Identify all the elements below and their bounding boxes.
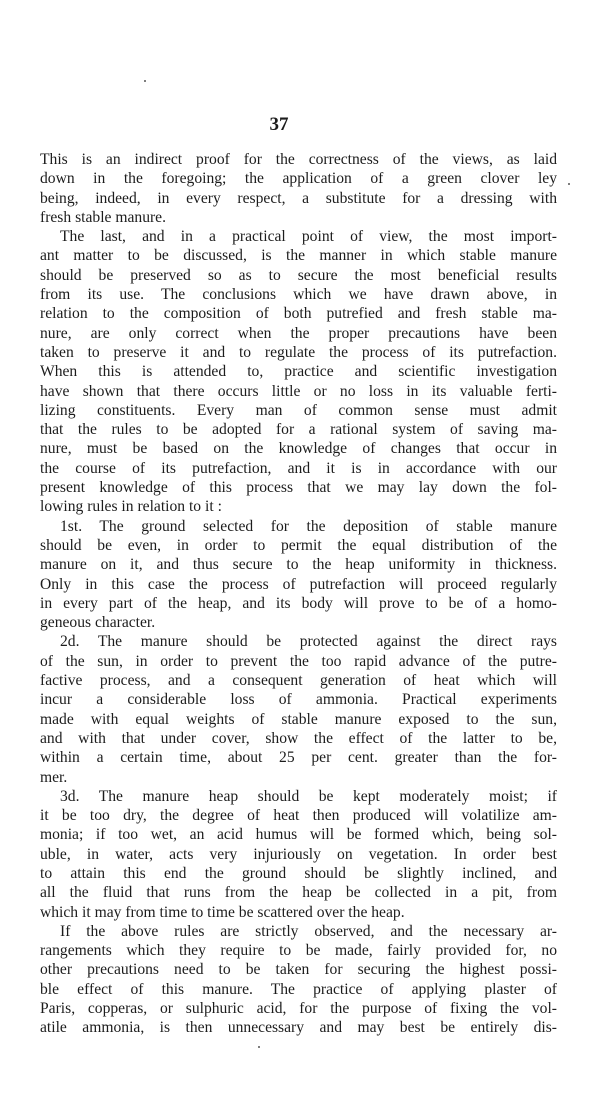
body-text bbox=[40, 150, 557, 1038]
page-number-text: 37 bbox=[269, 114, 289, 135]
text-line: being, indeed, in every respect, a substitute for a dressing with bbox=[40, 189, 557, 207]
text-line: factive process, and a consequent generation of heat which will bbox=[40, 672, 557, 690]
text-line: in every part of the heap, and its body will prove to be of a homo- bbox=[40, 594, 557, 612]
text-line: ble effect of this manure. The practice of applying plaster of bbox=[40, 980, 557, 998]
text-line: within a certain time, about 25 per cent. greater than the for- bbox=[40, 749, 557, 767]
text-line: and with that under cover, show the effect of the latter to be, bbox=[40, 729, 557, 747]
text-line: 1st. The ground selected for the deposition of stable manure bbox=[60, 517, 557, 535]
text-line: the course of its putrefaction, and it is in accordance with our bbox=[40, 459, 557, 477]
text-line: that the rules to be adopted for a rational system of saving ma- bbox=[40, 421, 557, 439]
text-line: relation to the composition of both putrefied and fresh stable ma- bbox=[40, 305, 557, 323]
text-line: taken to preserve it and to regulate the process of its putrefaction. bbox=[40, 343, 557, 361]
text-line: monia; if too wet, an acid humus will be formed which, being sol- bbox=[40, 826, 557, 844]
text-line: it be too dry, the degree of heat then produced will volatilize am- bbox=[40, 807, 557, 825]
text-line: 2d. The manure should be protected against the direct rays bbox=[60, 633, 557, 651]
text-line: 3d. The manure heap should be kept moderately moist; if bbox=[60, 787, 557, 805]
text-line: should be preserved so as to secure the most beneficial results bbox=[40, 266, 557, 284]
text-line: have shown that there occurs little or no loss in its valuable ferti- bbox=[40, 382, 557, 400]
text-line: Only in this case the process of putrefaction will proceed regularly bbox=[40, 575, 557, 593]
scan-speck bbox=[568, 183, 570, 185]
page-number bbox=[0, 114, 600, 136]
text-line: down in the foregoing; the application of a green clover ley bbox=[40, 170, 557, 188]
text-line: of the sun, in order to prevent the too rapid advance of the putre- bbox=[40, 652, 557, 670]
text-line: present knowledge of this process that we may lay down the fol- bbox=[40, 479, 557, 497]
text-line: manure on it, and thus secure to the heap uniformity in thickness. bbox=[40, 556, 557, 574]
text-line: atile ammonia, is then unnecessary and may best be entirely dis- bbox=[40, 1019, 557, 1037]
text-line: When this is attended to, practice and scientific investigation bbox=[40, 363, 557, 381]
text-line: Paris, copperas, or sulphuric acid, for the purpose of fixing the vol- bbox=[40, 1000, 557, 1018]
text-line: If the above rules are strictly observed, and the necessary ar- bbox=[60, 922, 557, 940]
scan-speck bbox=[258, 1046, 260, 1048]
text-line: which it may from time to time be scattered over the heap. bbox=[40, 903, 405, 921]
text-line: should be even, in order to permit the equal distribution of the bbox=[40, 536, 557, 554]
text-line: nure, must be based on the knowledge of changes that occur in bbox=[40, 440, 557, 458]
text-line: made with equal weights of stable manure exposed to the sun, bbox=[40, 710, 557, 728]
text-line: nure, are only correct when the proper precautions have been bbox=[40, 324, 557, 342]
text-line: geneous character. bbox=[40, 614, 156, 632]
text-line: lowing rules in relation to it : bbox=[40, 498, 222, 516]
text-line: other precautions need to be taken for securing the highest possi- bbox=[40, 961, 557, 979]
text-line: incur a considerable loss of ammonia. Practical experiments bbox=[40, 691, 557, 709]
text-line: fresh stable manure. bbox=[40, 208, 166, 226]
text-line: from its use. The conclusions which we have drawn above, in bbox=[40, 286, 557, 304]
text-line: This is an indirect proof for the correctness of the views, as laid bbox=[40, 151, 557, 168]
text-line: lizing constituents. Every man of common sense must admit bbox=[40, 401, 557, 419]
text-line: all the fluid that runs from the heap be collected in a pit, from bbox=[40, 884, 557, 902]
scan-speck bbox=[144, 80, 146, 82]
text-line: ant matter to be discussed, is the manner in which stable manure bbox=[40, 247, 557, 265]
text-line: uble, in water, acts very injuriously on vegetation. In order best bbox=[40, 845, 557, 863]
text-line: to attain this end the ground should be slightly inclined, and bbox=[40, 864, 557, 882]
text-line: rangements which they require to be made, fairly provided for, no bbox=[40, 942, 557, 960]
text-line: mer. bbox=[40, 768, 68, 786]
text-line: The last, and in a practical point of view, the most import- bbox=[60, 228, 557, 246]
